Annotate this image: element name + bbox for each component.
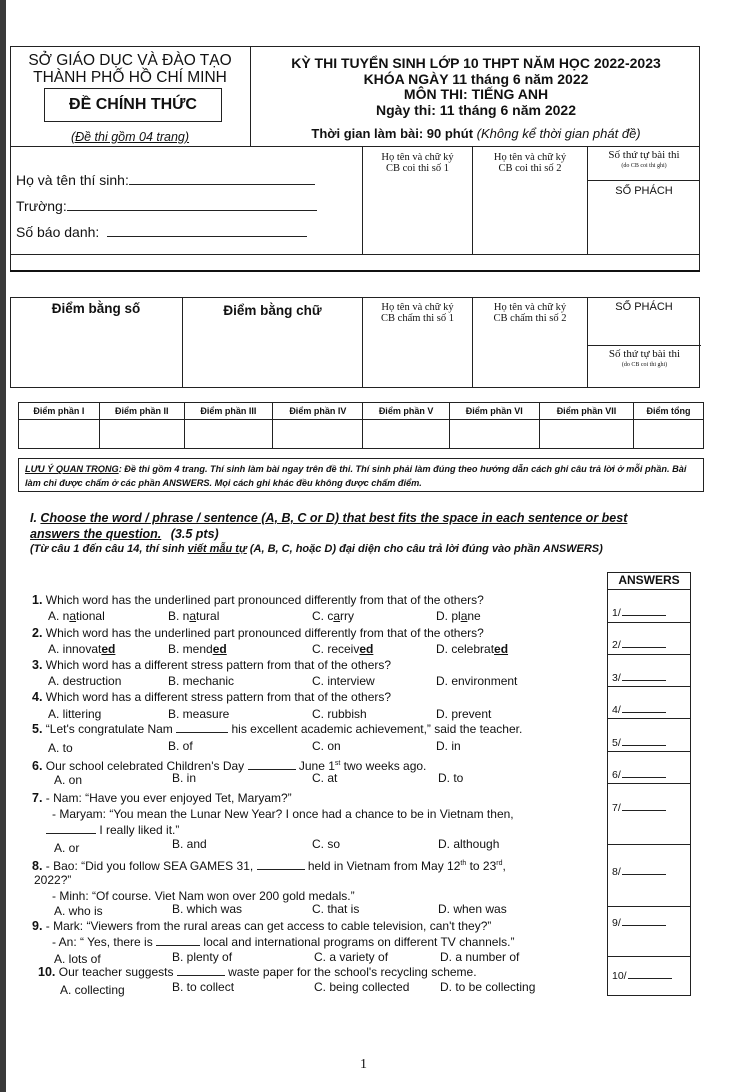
question-number: 3. xyxy=(32,658,43,672)
candidate-id-row xyxy=(16,224,307,240)
grading-order-label: Số thứ tự bài thi xyxy=(608,348,681,360)
question-number: 6. xyxy=(32,759,43,773)
grader-2-subtitle: CB chấm thi số 2 xyxy=(493,313,567,324)
option-c: C. carry xyxy=(312,609,355,623)
answers-divider xyxy=(607,783,691,784)
answers-divider xyxy=(607,906,691,907)
question-3 xyxy=(32,659,391,672)
option-d: D. environment xyxy=(436,674,518,688)
dialogue-line: local and international programs on different TV channels.” xyxy=(200,935,515,949)
grader-1-subtitle: CB chấm thi số 1 xyxy=(381,313,454,324)
answer-slot-9[interactable] xyxy=(612,917,666,929)
dialogue-line: - An: “ Yes, there is xyxy=(52,935,157,949)
question-number: 5. xyxy=(32,722,43,736)
score-cell[interactable] xyxy=(633,420,703,449)
grader-2-title: Họ tên và chữ ký xyxy=(493,302,567,313)
option-d: D. prevent xyxy=(436,707,492,721)
answer-slot-label: 9/ xyxy=(612,917,621,929)
section-score-table xyxy=(18,402,704,449)
option-c: C. received xyxy=(312,642,374,656)
phach-label: SỐ PHÁCH xyxy=(615,185,673,197)
option-a: A. to xyxy=(48,741,73,755)
question-stem: Which word has the underlined part pronounced differently from that of the others? xyxy=(45,593,484,607)
dialogue-line: - Mark: “Viewers from the rural areas can get access to cable television, can't they?” xyxy=(45,919,492,933)
cut-strip xyxy=(10,254,700,270)
question-9 xyxy=(32,920,491,933)
option-d: D. although xyxy=(438,837,500,851)
candidate-name-row xyxy=(16,172,315,188)
answer-slot-1[interactable] xyxy=(612,607,666,619)
question-stem: two weeks ago. xyxy=(340,759,427,773)
school-label: Trường: xyxy=(16,198,67,214)
answers-divider xyxy=(607,686,691,687)
answers-divider xyxy=(607,622,691,623)
option-a: A. innovated xyxy=(48,642,116,656)
duration-note: (Không kể thời gian phát đề) xyxy=(476,126,641,141)
exam-title-line-1: KỲ THI TUYỂN SINH LỚP 10 THPT NĂM HỌC 2022-2023 xyxy=(291,55,661,71)
exam-subject: MÔN THI: TIẾNG ANH xyxy=(403,86,549,102)
question-stem: Which word has the underlined part pronounced differently from that of the others? xyxy=(45,626,484,640)
question-7 xyxy=(32,792,292,805)
option-a: A. who is xyxy=(54,904,103,918)
option-b: B. and xyxy=(172,837,207,851)
org-line-1: SỞ GIÁO DỤC VÀ ĐÀO TẠO xyxy=(28,52,232,69)
cut-line xyxy=(10,270,700,272)
option-d: D. in xyxy=(436,739,461,753)
page-number: 1 xyxy=(360,1057,367,1072)
option-a: A. destruction xyxy=(48,674,122,688)
section-1-heading xyxy=(30,510,670,542)
answers-divider xyxy=(607,956,691,957)
option-d: D. celebrated xyxy=(436,642,509,656)
score-cell[interactable] xyxy=(184,420,273,449)
option-b: B. to collect xyxy=(172,980,235,994)
option-c: C. on xyxy=(312,739,341,753)
proctor-2-subtitle: CB coi thi số 2 xyxy=(498,163,562,174)
candidate-id-field[interactable] xyxy=(107,225,307,237)
score-cell[interactable] xyxy=(19,420,100,449)
option-c: C. interview xyxy=(312,674,375,688)
ordinal-suffix: rd xyxy=(496,860,503,867)
option-d: D. plane xyxy=(436,609,481,623)
score-header: Điểm phần I xyxy=(19,403,100,420)
option-b: B. mended xyxy=(168,642,227,656)
answers-divider xyxy=(607,844,691,845)
dialogue-line: held in Vietnam from May 12 xyxy=(304,859,461,873)
question-stem: Our school celebrated Children's Day xyxy=(45,759,248,773)
answer-slot-label: 4/ xyxy=(612,704,621,716)
score-number-box[interactable] xyxy=(10,297,182,388)
option-b: B. of xyxy=(168,739,193,753)
answer-slot-6[interactable] xyxy=(612,769,666,781)
fill-blank xyxy=(177,966,225,976)
option-d: D. when was xyxy=(438,902,507,916)
option-b: B. which was xyxy=(172,902,243,916)
candidate-name-label: Họ và tên thí sinh: xyxy=(16,172,129,188)
option-c: C. rubbish xyxy=(312,707,367,721)
dialogue-line: I really liked it.” xyxy=(96,823,180,837)
answers-divider xyxy=(607,654,691,655)
score-word-box[interactable] xyxy=(182,297,362,388)
pages-note: (Đề thi gồm 04 trang) xyxy=(70,130,190,144)
question-number: 9. xyxy=(32,919,43,933)
option-a: A. on xyxy=(54,773,83,787)
question-5 xyxy=(32,723,522,736)
answer-slot-label: 7/ xyxy=(612,802,621,814)
option-b: B. plenty of xyxy=(172,950,233,964)
option-b: B. in xyxy=(172,771,197,785)
dialogue-line: , xyxy=(502,859,506,873)
exam-title xyxy=(252,56,700,118)
question-stem: his excellent academic achievement,” said the teacher. xyxy=(228,722,523,736)
option-c: C. so xyxy=(312,837,341,851)
header-divider xyxy=(250,46,251,146)
fill-blank xyxy=(257,860,305,870)
answer-slot-2[interactable] xyxy=(612,639,666,651)
answer-slot-8[interactable] xyxy=(612,866,666,878)
question-9-line-2 xyxy=(52,936,514,949)
school-field[interactable] xyxy=(67,199,317,211)
question-8 xyxy=(32,857,506,873)
answer-slot-4[interactable] xyxy=(612,704,666,716)
option-d: D. a number of xyxy=(440,950,520,964)
score-header: Điểm phần III xyxy=(184,403,273,420)
candidate-name-field[interactable] xyxy=(129,173,315,185)
ordinal-suffix: st xyxy=(334,760,341,767)
dialogue-line: - Nam: “Have you ever enjoyed Tet, Maryam?” xyxy=(45,791,292,805)
answer-slot-label: 2/ xyxy=(612,639,621,651)
option-c: C. that is xyxy=(312,902,360,916)
score-header: Điểm phần IV xyxy=(273,403,363,420)
score-cell[interactable] xyxy=(99,420,184,449)
grading-phach-box xyxy=(587,297,700,388)
page-left-edge xyxy=(0,0,6,1092)
proctor-2-signature-box[interactable] xyxy=(472,146,587,254)
score-number-label: Điểm bằng số xyxy=(51,301,141,316)
answers-box xyxy=(607,572,691,996)
score-header: Điểm tổng xyxy=(633,403,703,420)
exam-date: Ngày thi: 11 tháng 6 năm 2022 xyxy=(376,101,576,118)
notice-text: : Đề thi gồm 4 trang. Thí sinh làm bài ngay trên đề thi. Thí sinh phải làm đúng theo hướng dẫn cách ghi câu trả lời ở mỗi phần. Bài làm chỉ được chấm ở các phần ANSWERS. Mọi cách ghi khác đều không được chấm điểm. xyxy=(25,464,687,488)
exam-order-note: (do CB coi thi ghi) xyxy=(621,163,667,169)
exam-duration xyxy=(252,126,700,141)
option-b: B. natural xyxy=(168,609,220,623)
question-stem: Which word has a different stress pattern from that of the others? xyxy=(45,658,392,672)
question-number: 2. xyxy=(32,626,43,640)
section-1-instruction xyxy=(30,543,710,555)
answer-slot-label: 1/ xyxy=(612,607,621,619)
question-1 xyxy=(32,594,484,607)
score-table-header-row xyxy=(19,403,704,420)
score-cell[interactable] xyxy=(449,420,539,449)
score-header: Điểm phần V xyxy=(363,403,449,420)
exam-title-line-2: KHÓA NGÀY 11 tháng 6 năm 2022 xyxy=(363,70,589,87)
grader-1-title: Họ tên và chữ ký xyxy=(381,302,454,313)
answer-slot-3[interactable] xyxy=(612,672,666,684)
question-7-line-3 xyxy=(46,824,179,837)
question-10 xyxy=(38,966,477,979)
question-number: 4. xyxy=(32,690,43,704)
official-exam-badge xyxy=(44,88,222,122)
answer-slot-label: 5/ xyxy=(612,737,621,749)
dialogue-line: to 23 xyxy=(466,859,497,873)
question-stem: waste paper for the school's recycling scheme. xyxy=(224,965,477,979)
option-b: B. mechanic xyxy=(168,674,235,688)
question-7-line-2: - Maryam: “You mean the Lunar New Year? I once had a chance to be in Vietnam then, xyxy=(52,807,514,821)
score-table-input-row xyxy=(19,420,704,449)
question-number: 10. xyxy=(38,965,56,979)
option-a: A. national xyxy=(48,609,105,623)
question-8-line-2: 2022?” xyxy=(34,873,72,887)
option-d: D. to be collecting xyxy=(440,980,536,994)
answers-divider xyxy=(607,718,691,719)
fill-blank xyxy=(248,760,296,770)
ordinal-suffix: th xyxy=(460,860,467,867)
score-cell[interactable] xyxy=(363,420,449,449)
grader-1-signature-box[interactable] xyxy=(362,297,472,388)
answers-divider xyxy=(607,751,691,752)
score-cell[interactable] xyxy=(539,420,633,449)
question-6 xyxy=(32,757,426,773)
score-header: Điểm phần VI xyxy=(449,403,539,420)
question-stem: “Let's congratulate Nam xyxy=(45,722,177,736)
answers-title: ANSWERS xyxy=(607,572,691,590)
answer-slot-label: 6/ xyxy=(612,769,621,781)
exam-order-label: Số thứ tự bài thi xyxy=(608,149,680,161)
question-number: 8. xyxy=(32,859,43,873)
proctor-1-title: Họ tên và chữ ký xyxy=(381,152,454,163)
option-a: A. collecting xyxy=(60,983,125,997)
instruction-emphasis: viết mẫu tự xyxy=(187,543,247,555)
score-header: Điểm phần VII xyxy=(539,403,633,420)
option-b: B. measure xyxy=(168,707,230,721)
question-2 xyxy=(32,627,484,640)
question-stem: Which word has a different stress pattern from that of the others? xyxy=(45,690,392,704)
section-1-number: I. xyxy=(30,511,41,525)
question-8-line-3: - Minh: “Of course. Viet Nam won over 200 gold medals.” xyxy=(52,889,355,903)
option-c: C. being collected xyxy=(314,980,410,994)
option-c: C. a variety of xyxy=(314,950,389,964)
score-header: Điểm phần II xyxy=(99,403,184,420)
instruction-part: (Từ câu 1 đến câu 14, thí sinh xyxy=(30,543,188,555)
official-label: ĐỀ CHÍNH THỨC xyxy=(69,96,197,113)
answer-slot-7[interactable] xyxy=(612,802,666,814)
grading-order-note: (do CB coi thi ghi) xyxy=(621,362,668,368)
notice-lead: LƯU Ý QUAN TRỌNG xyxy=(25,464,119,474)
section-1-points: (3.5 pts) xyxy=(170,527,219,541)
answer-slot-label: 8/ xyxy=(612,866,621,878)
grading-phach-label: SỐ PHÁCH xyxy=(615,301,673,313)
option-a: A. or xyxy=(54,841,80,855)
organization-name xyxy=(14,52,246,86)
score-word-label: Điểm bằng chữ xyxy=(223,303,322,318)
question-number: 7. xyxy=(32,791,43,805)
important-notice xyxy=(18,458,704,492)
option-c: C. at xyxy=(312,771,338,785)
exam-order-box xyxy=(587,146,700,254)
instruction-part: (A, B, C, hoặc D) đại diện cho câu trả lời đúng vào phần ANSWERS) xyxy=(246,543,603,555)
score-cell[interactable] xyxy=(273,420,363,449)
school-row xyxy=(16,198,317,214)
question-number: 1. xyxy=(32,593,43,607)
answer-slot-label: 3/ xyxy=(612,672,621,684)
option-a: A. littering xyxy=(48,707,102,721)
grader-2-signature-box[interactable] xyxy=(472,297,587,388)
option-d: D. to xyxy=(438,771,464,785)
answer-slot-label: 10/ xyxy=(612,970,627,982)
dialogue-line: - Bao: “Did you follow SEA GAMES 31, xyxy=(45,859,257,873)
candidate-id-label: Số báo danh: xyxy=(16,224,100,240)
question-4 xyxy=(32,691,391,704)
section-1-title: Choose the word / phrase / sentence (A, B, C or D) that best fits the space in each sentence or best answers the question. xyxy=(30,511,628,541)
question-stem: June 1 xyxy=(295,759,335,773)
proctor-1-subtitle: CB coi thi số 1 xyxy=(385,163,449,174)
fill-blank xyxy=(176,723,228,733)
proctor-2-title: Họ tên và chữ ký xyxy=(493,152,567,163)
proctor-1-signature-box[interactable] xyxy=(362,146,472,254)
question-stem: Our teacher suggests xyxy=(58,965,177,979)
fill-blank xyxy=(156,936,200,946)
answer-slot-10[interactable] xyxy=(612,970,672,982)
option-a: A. lots of xyxy=(54,952,101,966)
answer-slot-5[interactable] xyxy=(612,737,666,749)
fill-blank xyxy=(46,824,96,834)
org-line-2: THÀNH PHỐ HỒ CHÍ MINH xyxy=(33,69,227,86)
duration-label: Thời gian làm bài: 90 phút xyxy=(311,126,474,141)
